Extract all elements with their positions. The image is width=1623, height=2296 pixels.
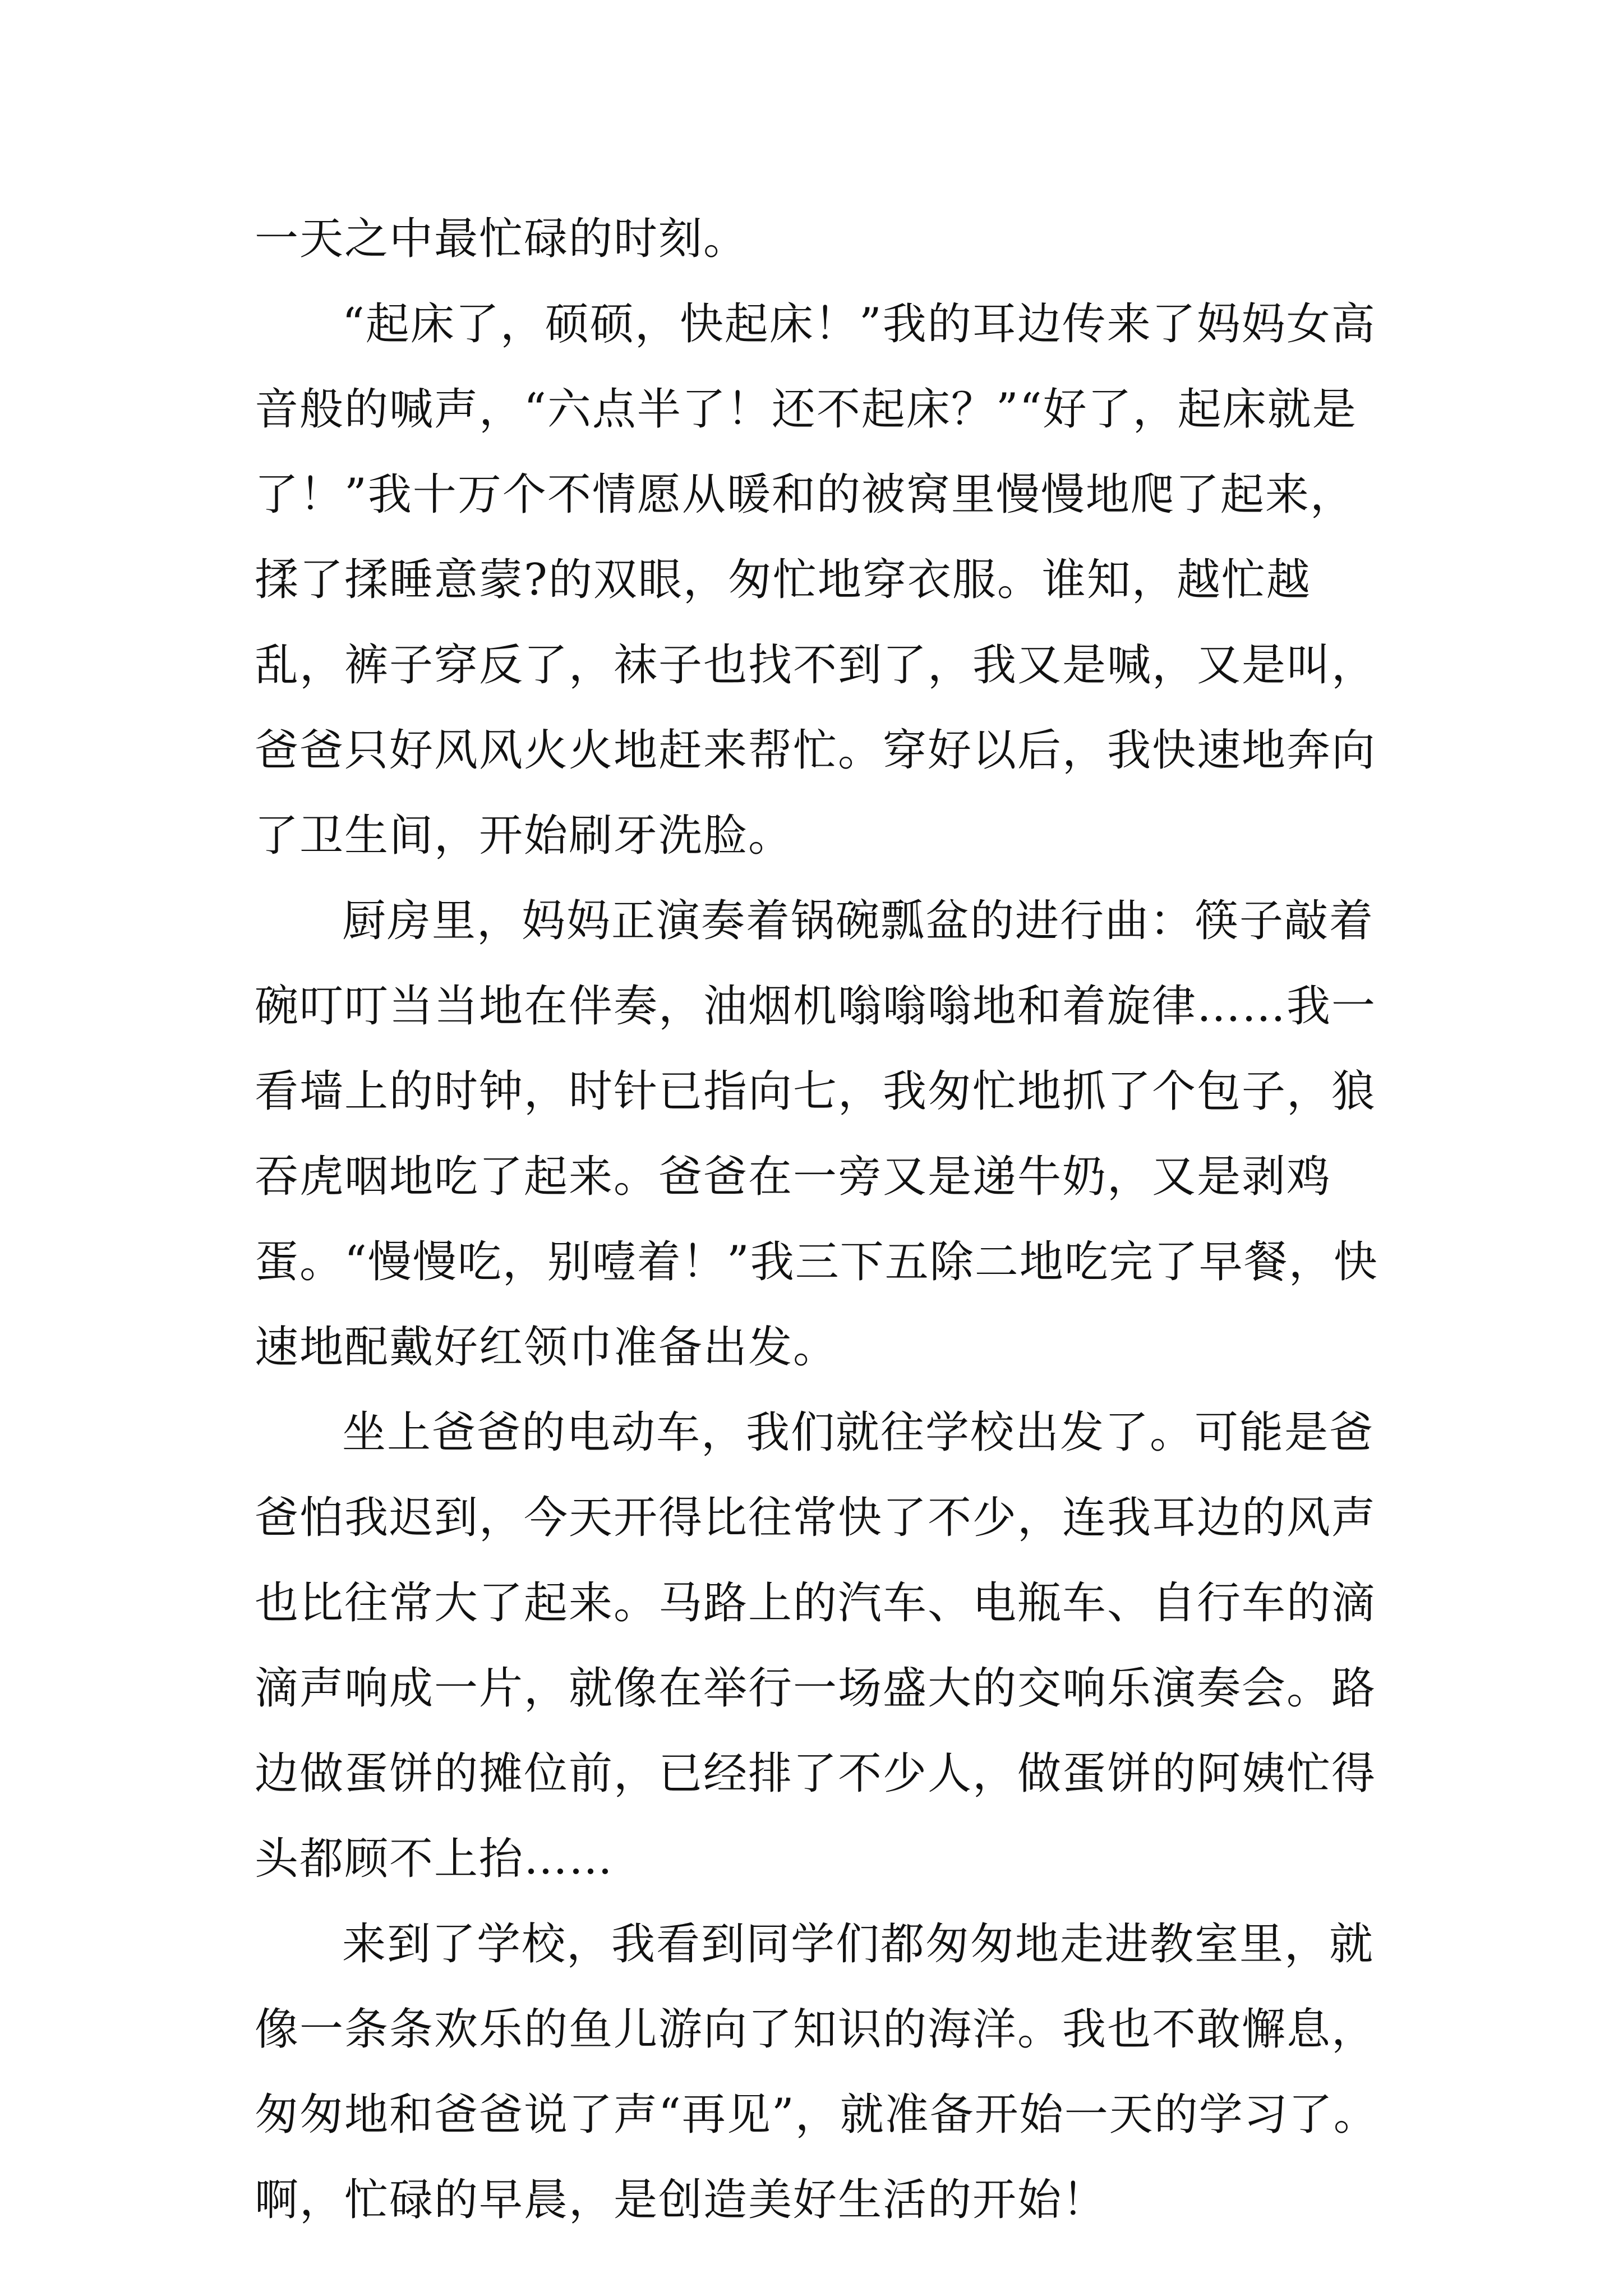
body-text — [255, 196, 1396, 2243]
paragraph-2: “起床了，硕硕，快起床！”我的耳边传来了妈妈女高音般的喊声，“六点半了！还不起床？”“好了，起床就是了！”我十万个不情愿从暖和的被窝里慢慢地爬了起来，揉了揉睡意蒙?的双眼，匆忙地穿衣服。谁知，越忙越乱，裤子穿反了，袜子也找不到了，我又是喊，又是叫，爸爸只好风风火火地赶来帮忙。穿好以后，我快速地奔向了卫生间，开始刷牙洗脸。 — [255, 299, 1377, 861]
paragraph-4: 坐上爸爸的电动车，我们就往学校出发了。可能是爸爸怕我迟到，今天开得比往常快了不少，连我耳边的风声也比往常大了起来。马路上的汽车、电瓶车、自行车的滴滴声响成一片，就像在举行一场盛大的交响乐演奏会。路边做蛋饼的摊位前，已经排了不少人，做蛋饼的阿姨忙得头都顾不上抬…… — [255, 1407, 1377, 1884]
paragraph-3: 厨房里，妈妈正演奏着锅碗瓢盆的进行曲：筷子敲着碗叮叮当当地在伴奏，油烟机嗡嗡嗡地和着旋律……我一看墙上的时钟，时针已指向七，我匆忙地抓了个包子，狼吞虎咽地吃了起来。爸爸在一旁又是递牛奶，又是剥鸡蛋。“慢慢吃，别噎着！”我三下五除二地吃完了早餐，快速地配戴好红领巾准备出发。 — [255, 896, 1378, 1373]
paragraph-5: 来到了学校，我看到同学们都匆匆地走进教室里，就像一条条欢乐的鱼儿游向了知识的海洋。我也不敢懈息，匆匆地和爸爸说了声“再见”，就准备开始一天的学习了。啊，忙碌的早晨，是创造美好生活的开始！ — [255, 1919, 1378, 2225]
paragraph-1: 一天之中最忙碌的时刻。 — [255, 214, 749, 264]
